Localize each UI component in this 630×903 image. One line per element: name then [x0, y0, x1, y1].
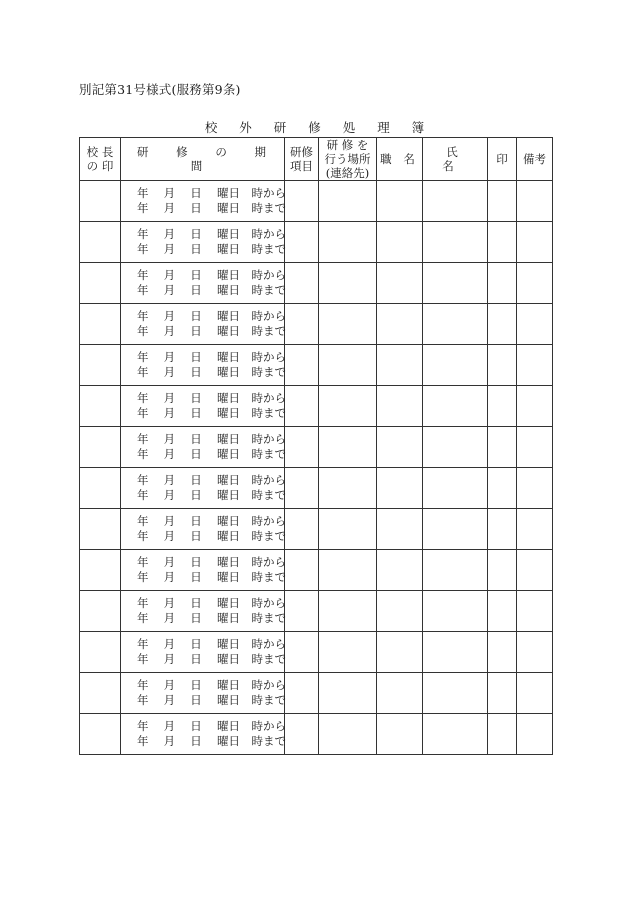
header-training-item — [285, 138, 319, 181]
table-row — [80, 386, 553, 427]
training-item-cell — [285, 632, 319, 673]
register-body — [80, 181, 553, 755]
period-cell — [121, 386, 285, 427]
principal-seal-cell — [80, 304, 121, 345]
period-cell — [121, 345, 285, 386]
period-from-text: 年 月 日 曜日 時から — [137, 349, 286, 364]
header-period — [121, 138, 285, 181]
header-training-place — [319, 138, 377, 181]
name-cell — [423, 632, 488, 673]
seal-cell — [488, 509, 517, 550]
principal-seal-cell — [80, 427, 121, 468]
table-row — [80, 263, 553, 304]
training-place-cell — [319, 222, 377, 263]
table-row — [80, 509, 553, 550]
seal-cell — [488, 386, 517, 427]
period-from-text: 年 月 日 曜日 時から — [137, 677, 286, 692]
header-seal — [488, 138, 517, 181]
principal-seal-cell — [80, 714, 121, 755]
period-cell — [121, 468, 285, 509]
remarks-cell — [517, 714, 553, 755]
header-remarks-label: 備考 — [523, 152, 546, 166]
seal-cell — [488, 714, 517, 755]
training-place-cell — [319, 304, 377, 345]
period-cell — [121, 222, 285, 263]
seal-cell — [488, 304, 517, 345]
seal-cell — [488, 181, 517, 222]
training-place-cell — [319, 468, 377, 509]
table-row — [80, 673, 553, 714]
training-item-cell — [285, 468, 319, 509]
job-title-cell — [377, 632, 423, 673]
header-training-place-line3: (連絡先) — [325, 166, 370, 180]
seal-cell — [488, 468, 517, 509]
period-from-text: 年 月 日 曜日 時から — [137, 595, 286, 610]
period-to-text: 年 月 日 曜日 時まで — [137, 242, 286, 256]
period-to-text: 年 月 日 曜日 時まで — [137, 693, 286, 707]
header-training-place-line1: 研 修 を — [326, 138, 369, 152]
period-to-text: 年 月 日 曜日 時まで — [137, 365, 286, 379]
period-to-text: 年 月 日 曜日 時まで — [137, 324, 286, 338]
period-to-text: 年 月 日 曜日 時まで — [137, 283, 286, 297]
period-cell — [121, 550, 285, 591]
job-title-cell — [377, 222, 423, 263]
name-cell — [423, 222, 488, 263]
seal-cell — [488, 427, 517, 468]
period-from-text: 年 月 日 曜日 時から — [137, 472, 286, 487]
name-cell — [423, 386, 488, 427]
name-cell — [423, 468, 488, 509]
principal-seal-cell — [80, 181, 121, 222]
name-cell — [423, 550, 488, 591]
header-job-title — [377, 138, 423, 181]
table-row — [80, 714, 553, 755]
header-period-label: 研 修 の 期 間 — [137, 145, 278, 173]
training-place-cell — [319, 673, 377, 714]
training-item-cell — [285, 427, 319, 468]
header-job-title-label: 職 名 — [380, 152, 419, 166]
header-training-item-line2: 項目 — [290, 159, 313, 173]
period-to-text: 年 月 日 曜日 時まで — [137, 406, 286, 420]
period-to-text: 年 月 日 曜日 時まで — [137, 447, 286, 461]
period-cell — [121, 673, 285, 714]
training-item-cell — [285, 591, 319, 632]
header-name-label: 氏 名 — [442, 145, 472, 173]
training-item-cell — [285, 673, 319, 714]
training-item-cell — [285, 181, 319, 222]
period-from-text: 年 月 日 曜日 時から — [137, 185, 286, 200]
remarks-cell — [517, 550, 553, 591]
principal-seal-cell — [80, 345, 121, 386]
period-from-text: 年 月 日 曜日 時から — [137, 718, 286, 733]
period-from-text: 年 月 日 曜日 時から — [137, 390, 286, 405]
header-remarks — [517, 138, 553, 181]
principal-seal-cell — [80, 222, 121, 263]
name-cell — [423, 714, 488, 755]
header-principal-seal-line2: の 印 — [86, 159, 114, 173]
seal-cell — [488, 632, 517, 673]
period-cell — [121, 263, 285, 304]
header-training-place-line2: 行う場所 — [324, 152, 371, 166]
seal-cell — [488, 550, 517, 591]
principal-seal-cell — [80, 591, 121, 632]
training-item-cell — [285, 509, 319, 550]
period-to-text: 年 月 日 曜日 時まで — [137, 734, 286, 748]
remarks-cell — [517, 345, 553, 386]
job-title-cell — [377, 263, 423, 304]
seal-cell — [488, 263, 517, 304]
period-from-text: 年 月 日 曜日 時から — [137, 513, 286, 528]
training-item-cell — [285, 222, 319, 263]
remarks-cell — [517, 427, 553, 468]
name-cell — [423, 263, 488, 304]
training-item-cell — [285, 345, 319, 386]
remarks-cell — [517, 222, 553, 263]
name-cell — [423, 509, 488, 550]
document-title: 校 外 研 修 処 理 簿 — [204, 120, 434, 135]
principal-seal-cell — [80, 386, 121, 427]
period-cell — [121, 591, 285, 632]
form-reference: 別記第31号様式(服務第9条) — [79, 82, 241, 97]
principal-seal-cell — [80, 468, 121, 509]
table-row — [80, 222, 553, 263]
period-from-text: 年 月 日 曜日 時から — [137, 636, 286, 651]
period-to-text: 年 月 日 曜日 時まで — [137, 652, 286, 666]
principal-seal-cell — [80, 632, 121, 673]
training-register-table — [79, 137, 553, 755]
period-cell — [121, 509, 285, 550]
period-cell — [121, 632, 285, 673]
name-cell — [423, 427, 488, 468]
name-cell — [423, 181, 488, 222]
training-item-cell — [285, 386, 319, 427]
job-title-cell — [377, 345, 423, 386]
table-row — [80, 550, 553, 591]
period-cell — [121, 181, 285, 222]
training-place-cell — [319, 263, 377, 304]
training-place-cell — [319, 509, 377, 550]
training-place-cell — [319, 632, 377, 673]
seal-cell — [488, 591, 517, 632]
principal-seal-cell — [80, 550, 121, 591]
training-place-cell — [319, 181, 377, 222]
period-cell — [121, 304, 285, 345]
period-from-text: 年 月 日 曜日 時から — [137, 267, 286, 282]
table-row — [80, 304, 553, 345]
training-item-cell — [285, 304, 319, 345]
table-row — [80, 591, 553, 632]
remarks-cell — [517, 673, 553, 714]
training-place-cell — [319, 550, 377, 591]
period-from-text: 年 月 日 曜日 時から — [137, 554, 286, 569]
principal-seal-cell — [80, 509, 121, 550]
job-title-cell — [377, 673, 423, 714]
period-cell — [121, 714, 285, 755]
principal-seal-cell — [80, 673, 121, 714]
period-from-text: 年 月 日 曜日 時から — [137, 431, 286, 446]
seal-cell — [488, 345, 517, 386]
period-to-text: 年 月 日 曜日 時まで — [137, 201, 286, 215]
period-to-text: 年 月 日 曜日 時まで — [137, 611, 286, 625]
period-from-text: 年 月 日 曜日 時から — [137, 226, 286, 241]
table-row — [80, 427, 553, 468]
period-to-text: 年 月 日 曜日 時まで — [137, 570, 286, 584]
training-item-cell — [285, 263, 319, 304]
header-principal-seal-line1: 校 長 — [86, 145, 114, 159]
header-training-item-line1: 研修 — [290, 145, 313, 159]
training-place-cell — [319, 714, 377, 755]
training-place-cell — [319, 345, 377, 386]
remarks-cell — [517, 263, 553, 304]
training-item-cell — [285, 714, 319, 755]
job-title-cell — [377, 550, 423, 591]
period-from-text: 年 月 日 曜日 時から — [137, 308, 286, 323]
job-title-cell — [377, 181, 423, 222]
training-place-cell — [319, 386, 377, 427]
job-title-cell — [377, 468, 423, 509]
job-title-cell — [377, 714, 423, 755]
seal-cell — [488, 222, 517, 263]
remarks-cell — [517, 632, 553, 673]
table-row — [80, 468, 553, 509]
remarks-cell — [517, 509, 553, 550]
table-row — [80, 181, 553, 222]
remarks-cell — [517, 304, 553, 345]
job-title-cell — [377, 591, 423, 632]
name-cell — [423, 591, 488, 632]
table-row — [80, 632, 553, 673]
principal-seal-cell — [80, 263, 121, 304]
name-cell — [423, 345, 488, 386]
remarks-cell — [517, 591, 553, 632]
period-cell — [121, 427, 285, 468]
header-principal-seal — [80, 138, 121, 181]
period-to-text: 年 月 日 曜日 時まで — [137, 488, 286, 502]
remarks-cell — [517, 386, 553, 427]
job-title-cell — [377, 386, 423, 427]
training-item-cell — [285, 550, 319, 591]
name-cell — [423, 304, 488, 345]
remarks-cell — [517, 468, 553, 509]
training-place-cell — [319, 427, 377, 468]
table-row — [80, 345, 553, 386]
job-title-cell — [377, 304, 423, 345]
header-name — [423, 138, 488, 181]
header-seal-label: 印 — [496, 152, 508, 166]
header-row — [80, 138, 553, 181]
remarks-cell — [517, 181, 553, 222]
name-cell — [423, 673, 488, 714]
job-title-cell — [377, 509, 423, 550]
job-title-cell — [377, 427, 423, 468]
seal-cell — [488, 673, 517, 714]
training-place-cell — [319, 591, 377, 632]
period-to-text: 年 月 日 曜日 時まで — [137, 529, 286, 543]
